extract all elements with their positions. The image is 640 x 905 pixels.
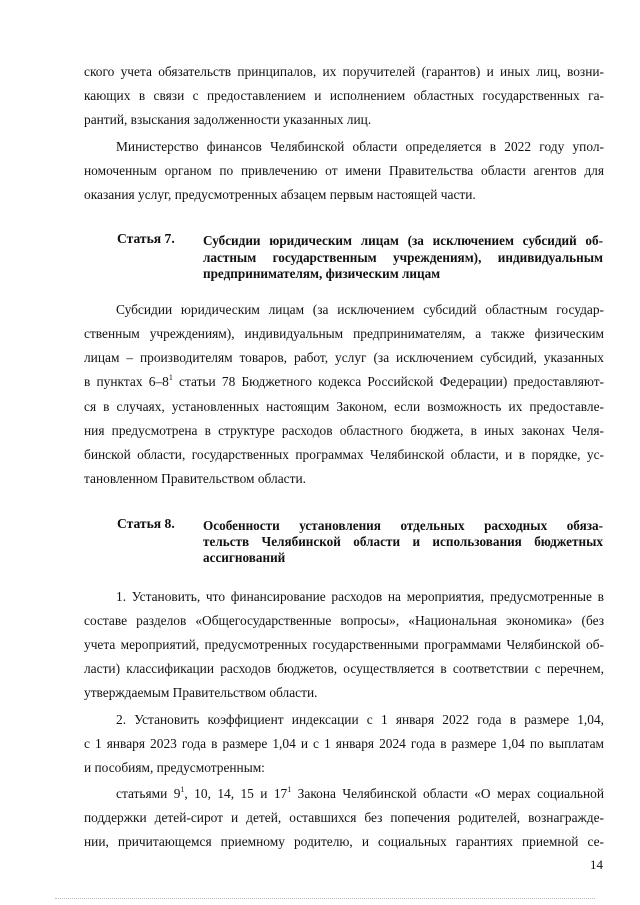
article-8-number: Статья 8. xyxy=(117,516,175,531)
article-7-body-line: лицам – производителям товаров, работ, услуг (за исключением субсидий, указанных xyxy=(84,350,604,365)
article-8-item-2-cont-line: нии, причитающемся приемному родителю, и социальных гарантиях приемной се- xyxy=(84,834,604,849)
article-8-item-2-cont-line xyxy=(116,784,604,804)
article-8-item-1-line: ласти) классификации расходов бюджетов, осуществляется в соответствии с перечнем, xyxy=(84,661,604,676)
article-8-title-line: Особенности установления отдельных расходных обяза- xyxy=(203,518,603,533)
paragraph-line: рантий, взыскания задолженности указанных лиц. xyxy=(84,112,372,127)
superscript: 1 xyxy=(180,785,185,794)
text-fragment: статьями 9 xyxy=(116,786,181,801)
text-fragment: Закона Челябинской области «О мерах социальной xyxy=(291,786,605,801)
article-7-body-line: ственным учреждениям), индивидуальным предпринимателям, а также физическим xyxy=(84,326,604,341)
article-8-item-2-cont-line: поддержки детей-сирот и детей, оставшихся без попечения родителей, вознагражде- xyxy=(84,810,604,825)
article-7-body-line xyxy=(84,372,604,392)
article-8-item-2-line: и пособиям, предусмотренным: xyxy=(84,760,265,775)
superscript: 1 xyxy=(287,785,292,794)
paragraph-line: оказания услуг, предусмотренных абзацем первым настоящей части. xyxy=(84,187,476,202)
article-8-item-2-line: с 1 января 2023 года в размере 1,04 и с 1 января 2024 года в размере 1,04 по выплатам xyxy=(84,736,604,751)
article-7-title-line: Субсидии юридическим лицам (за исключением субсидий об- xyxy=(203,233,603,248)
text-fragment: , 10, 14, 15 и 17 xyxy=(184,786,288,801)
article-8-item-1-line: учета мероприятий, предусмотренных государственными программами Челябинской об- xyxy=(84,637,604,652)
paragraph-line: номоченным органом по привлечению от имени Правительства области агентов для xyxy=(84,163,604,178)
paragraph-line: кающих в связи с предоставлением и исполнением областных государственных га- xyxy=(84,88,604,103)
page-number: 14 xyxy=(590,857,603,872)
article-7-title-line: ластным государственным учреждениям), индивидуальным xyxy=(203,250,603,265)
paragraph-line: Министерство финансов Челябинской области определяется в 2022 году упол- xyxy=(116,139,604,154)
article-7-body-line: ния предусмотрена в структуре расходов областного бюджета, в иных законах Челя- xyxy=(84,423,604,438)
article-7-body-line: ся в случаях, установленных настоящим Законом, если возможность их предоставле- xyxy=(84,399,604,414)
text-fragment: статьи 78 Бюджетного кодекса Российской Федерации) предоставляют- xyxy=(172,374,604,389)
article-8-title-line: тельств Челябинской области и использования бюджетных xyxy=(203,534,603,549)
article-7-body-line: бинской области, государственных программах Челябинской области, и в порядке, ус- xyxy=(84,447,604,462)
article-8-title-line: ассигнований xyxy=(203,550,286,565)
article-7-body-line: тановленном Правительством области. xyxy=(84,471,306,486)
article-7-title-line: предпринимателям, физическим лицам xyxy=(203,266,441,281)
article-8-item-1-line: составе разделов «Общегосударственные вопросы», «Национальная экономика» (без xyxy=(84,613,604,628)
article-7-number: Статья 7. xyxy=(117,231,175,246)
superscript: 1 xyxy=(168,373,173,382)
article-8-item-1-line: 1. Установить, что финансирование расходов на мероприятия, предусмотренные в xyxy=(116,589,604,604)
article-8-item-1-line: утверждаемым Правительством области. xyxy=(84,685,318,700)
article-8-item-2-line: 2. Установить коэффициент индексации с 1 января 2022 года в размере 1,04, xyxy=(116,712,604,727)
article-7-body-line: Субсидии юридическим лицам (за исключением субсидий областным государ- xyxy=(116,302,604,317)
scan-edge-divider xyxy=(55,898,595,899)
text-fragment: в пунктах 6–8 xyxy=(84,374,169,389)
paragraph-line: ского учета обязательств принципалов, их поручителей (гарантов) и иных лиц, возни- xyxy=(84,64,604,79)
